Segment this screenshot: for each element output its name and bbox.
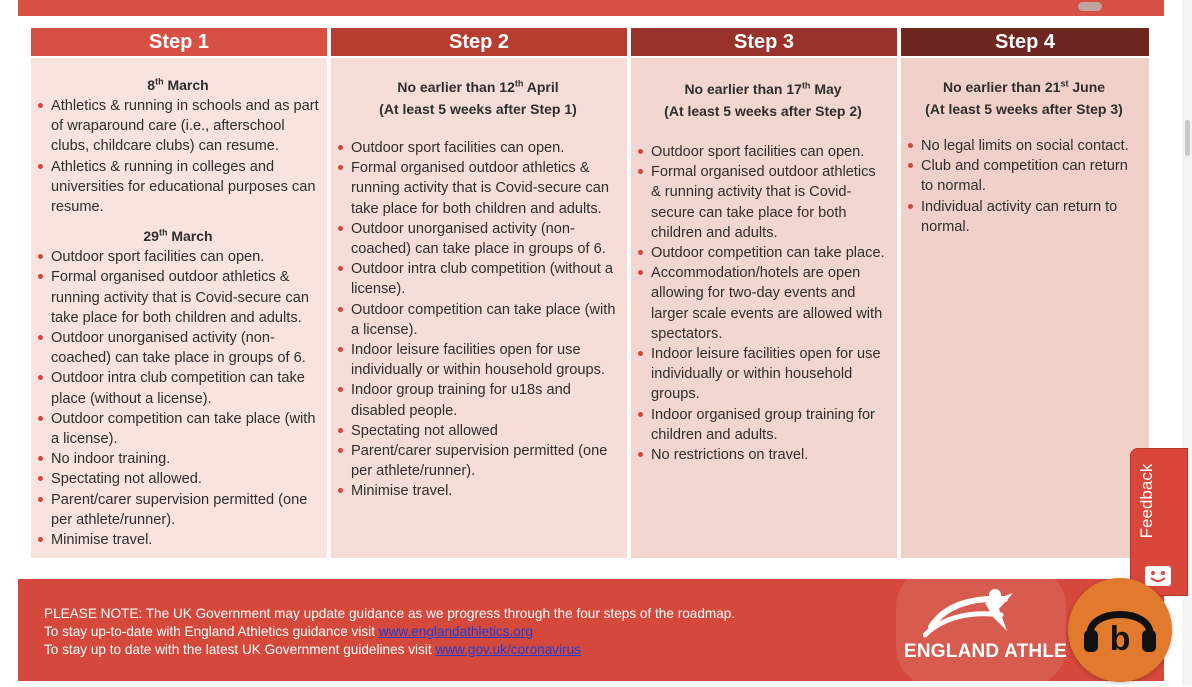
list-item: Minimise travel. [337, 481, 619, 501]
list-item: Parent/carer supervision permitted (one per athlete/runner). [337, 441, 619, 481]
list-item: Formal organised outdoor athletics & running activity that is Covid-secure can take place for both children and adults. [637, 162, 889, 243]
list-item: Club and competition can return to normal. [907, 156, 1141, 196]
step-1-list-2 [37, 247, 319, 550]
list-item: Outdoor competition can take place (with a license). [37, 409, 319, 449]
gov-uk-link[interactable]: www.gov.uk/coronavirus [435, 642, 581, 657]
step-4-subtitle: (At least 5 weeks after Step 3) [925, 101, 1123, 117]
step-3-column [631, 58, 897, 558]
step-1-list-1 [37, 96, 319, 217]
list-item: Parent/carer supervision permitted (one per athlete/runner). [37, 490, 319, 530]
footer-note [44, 605, 735, 659]
svg-text:b: b [1109, 620, 1131, 658]
step-1-column [31, 58, 327, 558]
step-2-header: Step 2 [331, 28, 627, 56]
list-item: No indoor training. [37, 449, 319, 469]
banner-mark [1078, 2, 1102, 11]
step-3-subtitle: (At least 5 weeks after Step 2) [664, 103, 862, 119]
list-item: Athletics & running in colleges and universities for educational purposes can resume. [37, 157, 319, 218]
list-item: Outdoor intra club competition (without a license). [337, 259, 619, 299]
list-item: No legal limits on social contact. [907, 136, 1141, 156]
list-item: Outdoor unorganised activity (non-coached) can take place in groups of 6. [37, 328, 319, 368]
footer-note-line-3: To stay up to date with the latest UK Government guidelines visit www.gov.uk/coronavirus [44, 642, 581, 657]
feedback-label: Feedback [1137, 463, 1156, 539]
list-item: Outdoor competition can take place (with a license). [337, 300, 619, 340]
step-3-date: No earlier than 17th May [684, 80, 842, 97]
england-athletics-link[interactable]: www.englandathletics.org [378, 624, 533, 639]
list-item: Athletics & running in schools and as part of wraparound care (i.e., afterschool clubs, childcare clubs) can resume. [37, 96, 319, 157]
brand-wordmark: ENGLAND ATHLE [904, 641, 1068, 662]
footer-note-line-1: PLEASE NOTE: The UK Government may update guidance as we progress through the four steps of the roadmap. [44, 606, 736, 621]
list-item: Outdoor unorganised activity (non-coached) can take place in groups of 6. [337, 219, 619, 259]
list-item: Outdoor sport facilities can open. [337, 138, 619, 158]
list-item: Spectating not allowed. [37, 469, 319, 489]
step-4-column [901, 58, 1149, 558]
audio-reader-button[interactable] [1068, 578, 1172, 682]
step-4-header: Step 4 [901, 28, 1149, 56]
list-item: Indoor leisure facilities open for use individually or within household groups. [637, 344, 889, 405]
list-item: Spectating not allowed [337, 421, 619, 441]
step-4-list [907, 136, 1141, 237]
step-3-header: Step 3 [631, 28, 897, 56]
list-item: Minimise travel. [37, 530, 319, 550]
list-item: Indoor organised group training for children and adults. [637, 405, 889, 445]
step-2-list [337, 138, 619, 502]
feedback-tab[interactable] [1130, 448, 1188, 596]
step-2-column [331, 58, 627, 558]
list-item: Individual activity can return to normal. [907, 197, 1141, 237]
list-item: Outdoor intra club competition can take place (without a license). [37, 368, 319, 408]
step-3-list [637, 142, 889, 465]
step-2-subtitle: (At least 5 weeks after Step 1) [379, 101, 577, 117]
list-item: No restrictions on travel. [637, 445, 889, 465]
list-item: Accommodation/hotels are open allowing for two-day events and larger scale events are allowed with spectators. [637, 263, 889, 344]
step-2-date: No earlier than 12th April [397, 78, 559, 95]
step-1-header: Step 1 [31, 28, 327, 56]
step-1-date-2: 29th March [143, 227, 213, 245]
list-item: Indoor group training for u18s and disabled people. [337, 380, 619, 420]
list-item: Formal organised outdoor athletics & running activity that is Covid-secure can take place for both children and adults. [337, 158, 619, 219]
footer-banner [18, 579, 1164, 681]
list-item: Outdoor competition can take place. [637, 243, 889, 263]
step-4-date: No earlier than 21st June [942, 78, 1106, 95]
footer-note-line-2: To stay up-to-date with England Athletics guidance visit www.englandathletics.org [44, 624, 533, 639]
step-1-date-1: 8th March [147, 76, 209, 93]
scrollbar-thumb[interactable] [1185, 120, 1190, 156]
list-item: Formal organised outdoor athletics & running activity that is Covid-secure can take place for both children and adults. [37, 267, 319, 328]
top-banner-strip [18, 0, 1164, 16]
list-item: Outdoor sport facilities can open. [37, 247, 319, 267]
headphones-b-icon [1068, 578, 1172, 682]
list-item: Outdoor sport facilities can open. [637, 142, 889, 162]
england-athletics-logo-icon [923, 587, 1023, 643]
list-item: Indoor leisure facilities open for use individually or within household groups. [337, 340, 619, 380]
